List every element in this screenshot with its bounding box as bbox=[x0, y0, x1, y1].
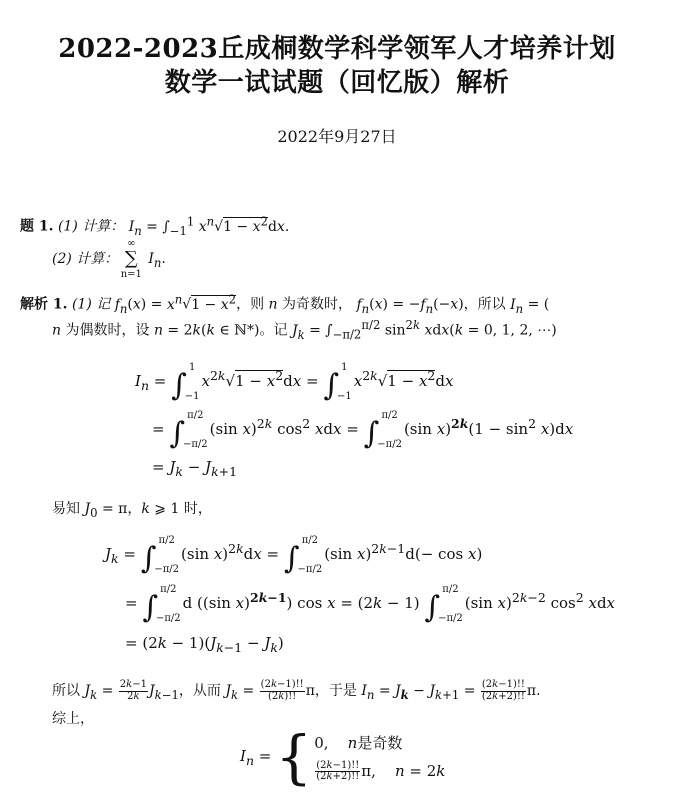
solution-label: 解析 1. bbox=[20, 296, 68, 313]
equation-In-line-1: $I_n$ = ∫ 1 −1 $x^{2k}√1 - x^2dx$ = ∫ 1 −1 $x^{2k}√1 - x^2dx$ bbox=[135, 362, 454, 403]
part-1-prefix: (1) 计算： bbox=[57, 218, 125, 235]
equation-Jk-line-2: = ∫ π/2 −π/2 d ((sin x)$^{2k-1}$) cos x = (2k − 1) ∫ π/2 −π/2 (sin x)$^{2k-2}$ $\cos^2$ xdx bbox=[125, 584, 616, 625]
equation-Jk-line-1: $J_k$ = ∫ π/2 −π/2 (sin x)$^{2k}$dx = ∫ π/2 −π/2 (sin x)$^{2k-1}$d(− cos x) bbox=[105, 535, 483, 576]
initial-condition-line: 易知 $J_0 = \pi$，k ⩾ 1 时， bbox=[52, 501, 212, 520]
solution-text: (1) 记 bbox=[71, 296, 111, 313]
case-odd: 0, n是奇数 bbox=[314, 733, 403, 752]
solution-text: 。记 bbox=[259, 322, 288, 339]
solution-line-1: 解析 1. (1) 记 $f_n(x) = x^n√1 - x^2$，则 n 为奇数时， $f_n(x) = -f_n(-x)$，所以 $I_n$ = ( bbox=[20, 292, 550, 316]
equation-In-line-3: = $J_k - J_{k+1}$ bbox=[152, 458, 238, 479]
equation-Jk-line-3: = $(2k - 1)(J_{k-1} - J_k)$ bbox=[125, 634, 284, 655]
recursion-result-line: 所以 $J_k$ = $\frac{2k-1}{2k}$ $J_{k-1}$，从而 $J_k$ = $\frac{(2k-1)!!}{(2k)!!}$ π，于是 $I_n = J_k - J_{k+1}$ = $\frac{(2k-1)!!}{(2k+2)!!}$ π. bbox=[52, 679, 541, 702]
solution-text: ，从而 bbox=[178, 683, 221, 699]
sum-lower: n=1 bbox=[120, 268, 142, 280]
sum-operator: ∞ ∑ n=1 bbox=[120, 238, 142, 280]
summary-label: 综上， bbox=[52, 711, 94, 727]
sum-upper: ∞ bbox=[127, 238, 136, 249]
solution-text: 时， bbox=[183, 501, 212, 517]
solution-text: 易知 bbox=[52, 501, 80, 517]
equation-In-line-2: = ∫ π/2 −π/2 (sin x)$^{2k}$ $\cos^2$ xdx = ∫ π/2 −π/2 (sin $x)^{2k}(1 - \sin^2 x)dx$ bbox=[152, 410, 574, 451]
problem-label: 题 1. bbox=[20, 218, 54, 235]
solution-text: 是奇数 bbox=[357, 733, 403, 752]
problem-1-part-1 bbox=[20, 214, 289, 237]
solution-text: 所以 bbox=[52, 683, 80, 699]
page-title: 2022-2023丘成桐数学科学领军人才培养计划 bbox=[58, 34, 616, 64]
solution-text: 为奇数时， bbox=[282, 296, 353, 313]
part-1-formula: $I_n = \int_{-1}^1$ $x^n√1 - x^2dx$. bbox=[128, 214, 290, 238]
part-2-prefix: (2) 计算： bbox=[52, 250, 119, 267]
problem-1-part-2: (2) 计算： ∞ ∑ n=1 $I_n$. bbox=[52, 238, 166, 280]
solution-line-2: n 为偶数时，设 n = 2k(k ∈ ℕ*)。记 $J_k = \int_{-\pi/2}^{\pi/2}$ $\sin^{2k} xdx(k = 0$, 1, 2, ⋯) bbox=[52, 318, 557, 342]
solution-text: ，于是 bbox=[314, 683, 357, 699]
case-even: $\frac{(2k-1)!!}{(2k+2)!!}$ π, n = 2k bbox=[316, 759, 446, 782]
page-subtitle: 数学一试试题（回忆版）解析 bbox=[164, 68, 510, 98]
document-date: 2022年9月27日 bbox=[277, 127, 397, 146]
solution-text: 为偶数时，设 bbox=[65, 322, 150, 339]
solution-text: ，所以 bbox=[463, 296, 506, 313]
final-piecewise: $I_n$ = { 0, n是奇数 $\frac{(2k-1)!!}{(2k+2)!!}$ π, n = 2k bbox=[240, 723, 446, 791]
solution-text: ，则 bbox=[236, 296, 265, 313]
